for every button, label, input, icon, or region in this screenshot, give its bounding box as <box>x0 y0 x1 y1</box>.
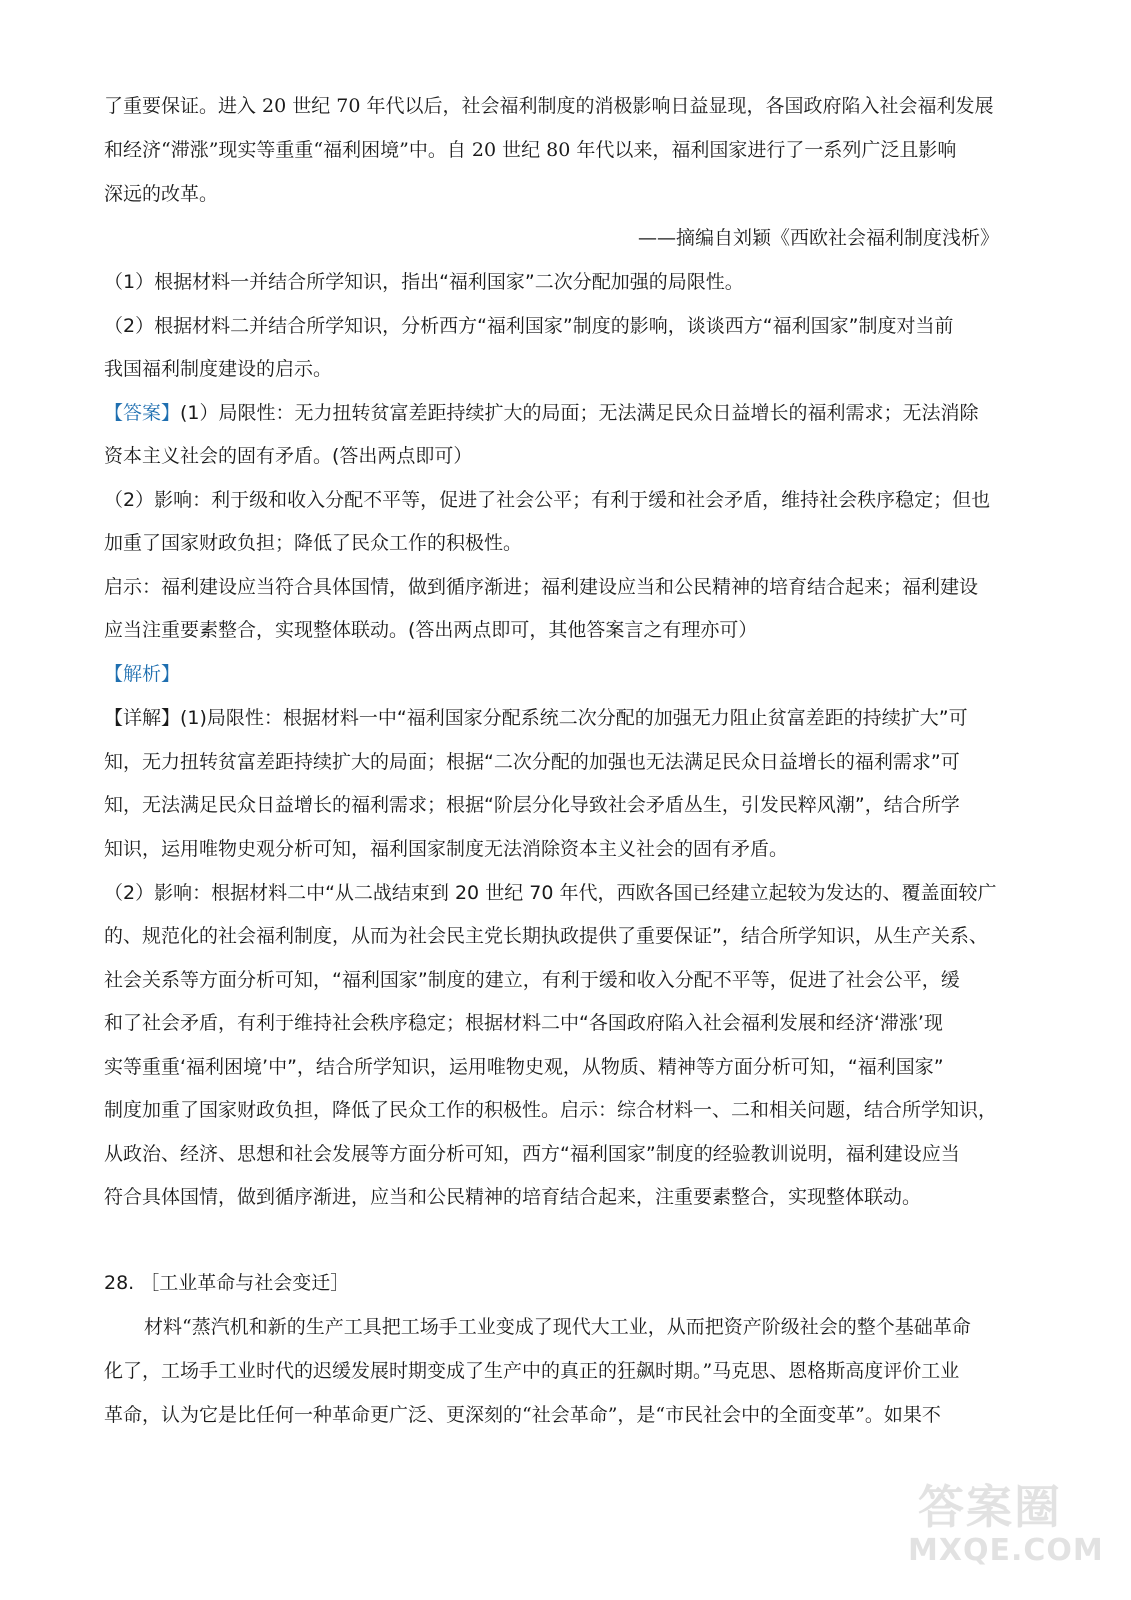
watermark-logo <box>908 1471 1104 1586</box>
material-line: 深远的改革。 <box>104 183 219 205</box>
detail-line: 知，无力扭转贫富差距持续扩大的局面；根据“二次分配的加强也无法满足民众日益增长的福利需求”可 <box>104 751 960 773</box>
answer-tag: 【答案】 <box>104 402 181 424</box>
material-line: 和经济“滞涨”现实等重重“福利困境”中。自 20 世纪 80 年代以来，福利国家进行了一系列广泛且影响 <box>104 139 957 161</box>
detail-line: 实等重重‘福利困境’中”，结合所学知识，运用唯物史观，从物质、精神等方面分析可知，“福利国家” <box>104 1056 944 1078</box>
answer-line: 加重了国家财政负担；降低了民众工作的积极性。 <box>104 532 523 554</box>
question-1: （1）根据材料一并结合所学知识，指出“福利国家”二次分配加强的局限性。 <box>104 271 744 293</box>
answer-line: 资本主义社会的固有矛盾。(答出两点即可） <box>104 445 473 467</box>
answer-line: 应当注重要素整合，实现整体联动。(答出两点即可，其他答案言之有理亦可） <box>104 619 758 641</box>
watermark-text-bottom: MXQE.COM <box>908 1533 1104 1568</box>
detail-line: 制度加重了国家财政负担，降低了民众工作的积极性。启示：综合材料一、二和相关问题，结合所学知识， <box>104 1099 998 1121</box>
detail-line: 的、规范化的社会福利制度，从而为社会民主党长期执政提供了重要保证”，结合所学知识，从生产关系、 <box>104 925 988 947</box>
watermark-text-top: 答案圈 <box>918 1480 1062 1534</box>
material-line: 了重要保证。进入 20 世纪 70 年代以后，社会福利制度的消极影响日益显现，各国政府陷入社会福利发展 <box>104 95 994 117</box>
detail-line: 知，无法满足民众日益增长的福利需求；根据“阶层分化导致社会矛盾丛生，引发民粹风潮”，结合所学 <box>104 794 960 816</box>
answer-line: （2）影响：利于级和收入分配不平等，促进了社会公平；有利于缓和社会矛盾，维持社会秩序稳定；但也 <box>104 489 991 511</box>
detail-line: 社会关系等方面分析可知，“福利国家”制度的建立，有利于缓和收入分配不平等，促进了社会公平，缓 <box>104 969 960 991</box>
analysis-tag: 【解析】 <box>104 663 181 685</box>
answer-text: (1）局限性：无力扭转贫富差距持续扩大的局面；无法满足民众日益增长的福利需求；无法消除 <box>180 402 979 424</box>
detail-tag: 【详解】 <box>104 707 181 729</box>
detail-text: (1)局限性：根据材料一中“福利国家分配系统二次分配的加强无力阻止贫富差距的持续扩大”可 <box>180 707 968 729</box>
source-citation: ——摘编自刘颖《西欧社会福利制度浅析》 <box>637 227 999 249</box>
detail-line: 和了社会矛盾，有利于维持社会秩序稳定；根据材料二中“各国政府陷入社会福利发展和经济‘滞涨’现 <box>104 1012 943 1034</box>
question-2-line: 我国福利制度建设的启示。 <box>104 358 333 380</box>
answer-line <box>104 400 1024 426</box>
detail-line: 知识，运用唯物史观分析可知，福利国家制度无法消除资本主义社会的固有矛盾。 <box>104 838 789 860</box>
question-28-title: 28. ［工业革命与社会变迁］ <box>104 1272 350 1294</box>
detail-line: 符合具体国情，做到循序渐进，应当和公民精神的培育结合起来，注重要素整合，实现整体联动。 <box>104 1186 922 1208</box>
q28-material-line: 材料“蒸汽机和新的生产工具把工场手工业变成了现代大工业，从而把资产阶级社会的整个基础革命 <box>144 1316 971 1338</box>
detail-line: （2）影响：根据材料二中“从二战结束到 20 世纪 70 年代，西欧各国已经建立起较为发达的、覆盖面较广 <box>104 882 997 904</box>
q28-material-line: 革命，认为它是比任何一种革命更广泛、更深刻的“社会革命”，是“市民社会中的全面变革”。如果不 <box>104 1404 941 1426</box>
q28-material-line: 化了，工场手工业时代的迟缓发展时期变成了生产中的真正的狂飙时期。”马克思、恩格斯高度评价工业 <box>104 1360 960 1382</box>
answer-line: 启示：福利建设应当符合具体国情，做到循序渐进；福利建设应当和公民精神的培育结合起来；福利建设 <box>104 576 979 598</box>
detail-line <box>104 705 1024 731</box>
detail-line: 从政治、经济、思想和社会发展等方面分析可知，西方“福利国家”制度的经验教训说明，福利建设应当 <box>104 1143 960 1165</box>
question-2-line: （2）根据材料二并结合所学知识，分析西方“福利国家”制度的影响，谈谈西方“福利国家”制度对当前 <box>104 315 954 337</box>
